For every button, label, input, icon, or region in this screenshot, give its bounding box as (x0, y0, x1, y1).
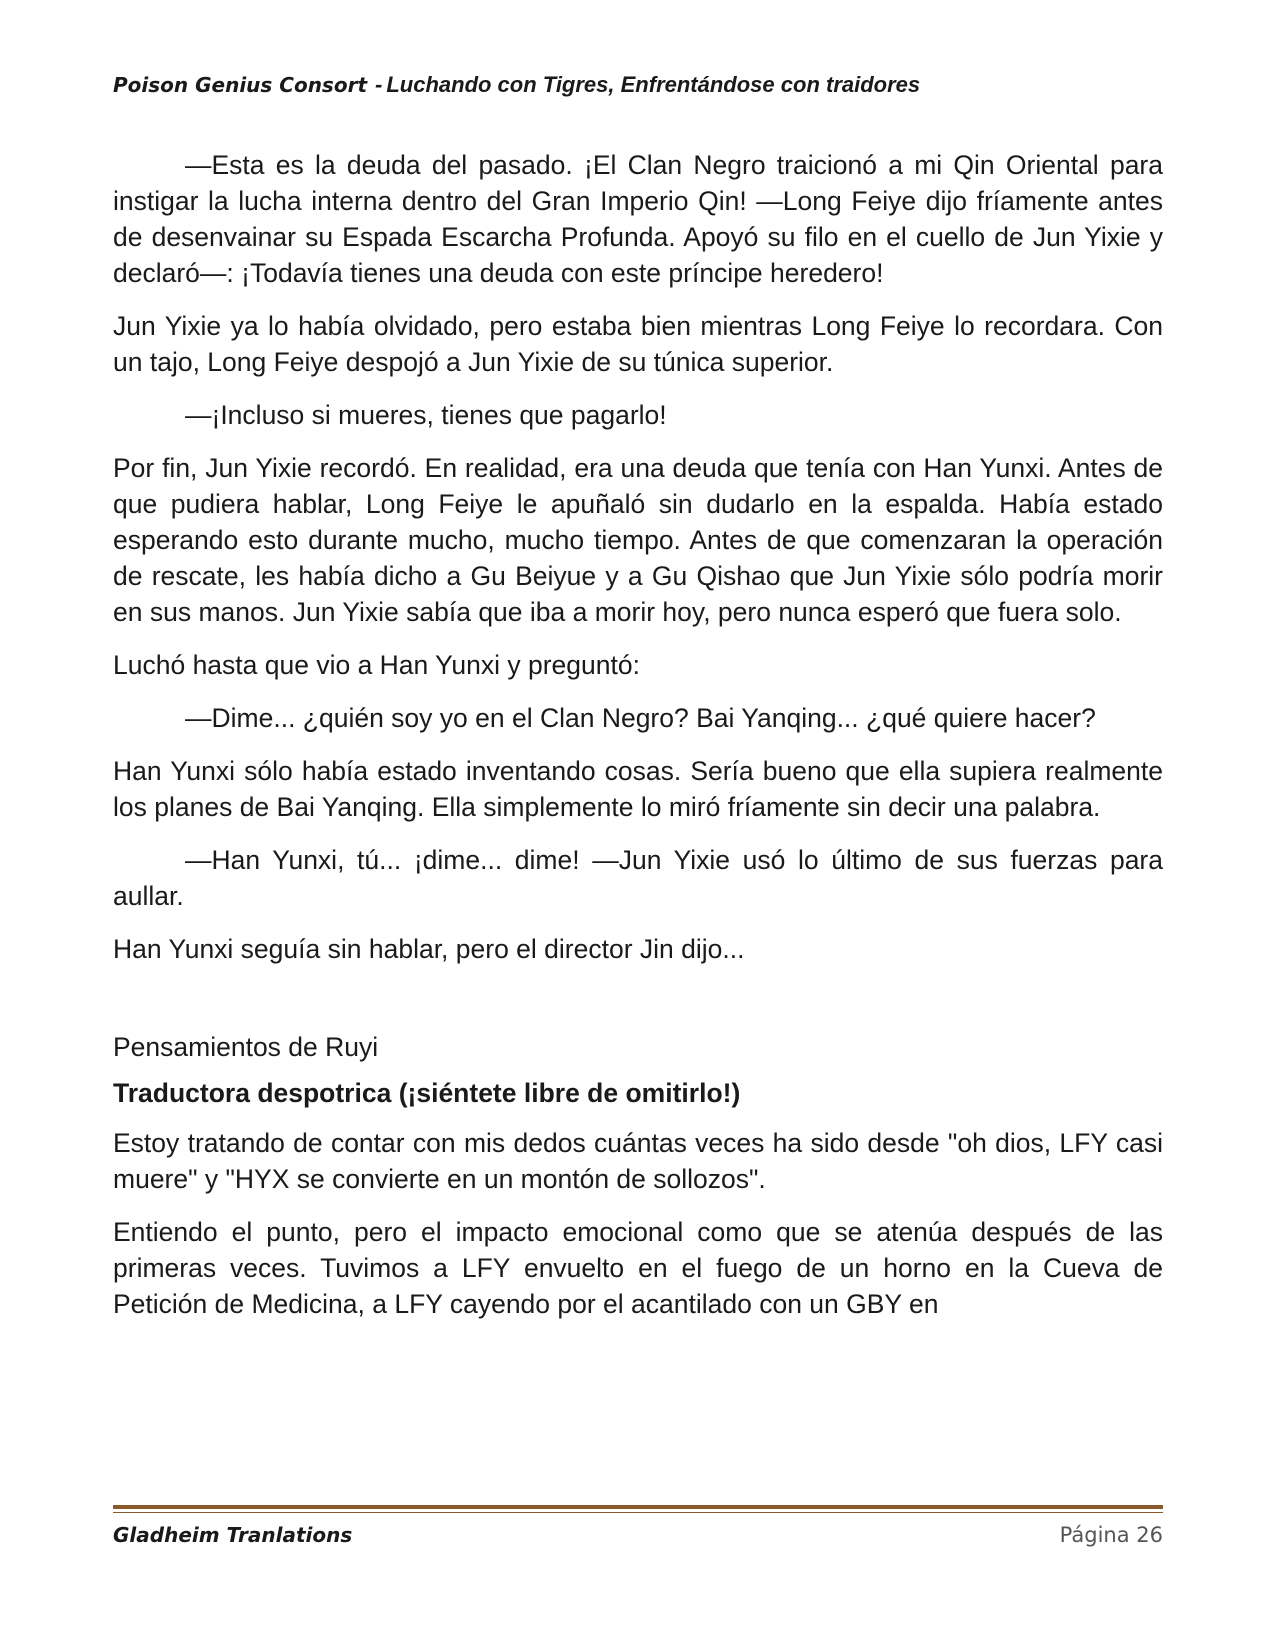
footer-rule-thin (113, 1512, 1163, 1513)
paragraph: —Dime... ¿quién soy yo en el Clan Negro? Bai Yanqing... ¿qué quiere hacer? (185, 703, 1096, 733)
paragraph: Jun Yixie ya lo había olvidado, pero estaba bien mientras Long Feiye lo recordara. Con un tajo, Long Feiye despojó a Jun Yixie de su túnica superior. (113, 311, 1163, 377)
paragraph: —¡Incluso si mueres, tienes que pagarlo! (185, 400, 667, 430)
notes-label: Pensamientos de Ruyi (113, 1032, 379, 1062)
header-separator: - (375, 72, 383, 97)
notes-paragraph: Estoy tratando de contar con mis dedos cuántas veces ha sido desde "oh dios, LFY casi muere" y "HYX se convierte en un montón de sollozos". (113, 1128, 1163, 1194)
paragraph: Luchó hasta que vio a Han Yunxi y preguntó: (113, 650, 640, 680)
paragraph: —Han Yunxi, tú... ¡dime... dime! —Jun Yixie usó lo último de sus fuerzas para aullar. (113, 845, 1163, 911)
page-body (113, 147, 1163, 1332)
paragraph: Han Yunxi sólo había estado inventando cosas. Sería bueno que ella supiera realmente los planes de Bai Yanqing. Ella simplemente lo miró fríamente sin decir una palabra. (113, 756, 1163, 822)
footer-rule-thick (113, 1505, 1163, 1509)
chapter-title: Luchando con Tigres, Enfrentándose con traidores (386, 72, 921, 97)
paragraph: Han Yunxi seguía sin hablar, pero el director Jin dijo... (113, 934, 745, 964)
publisher-name: Gladheim Tranlations (113, 1523, 353, 1547)
notes-heading: Traductora despotrica (¡siéntete libre de omitirlo!) (113, 1078, 741, 1108)
paragraph: —Esta es la deuda del pasado. ¡El Clan Negro traicionó a mi Qin Oriental para instigar la lucha interna dentro del Gran Imperio Qin! —Long Feiye dijo fríamente antes de desenvainar su Espada Escarcha Profunda. Apoyó su filo en el cuello de Jun Yixie y declaró—: ¡Todavía tienes una deuda con este príncipe heredero! (113, 150, 1163, 288)
page-header (113, 72, 1163, 98)
notes-paragraph: Entiendo el punto, pero el impacto emocional como que se atenúa después de las primeras veces. Tuvimos a LFY envuelto en el fuego de un horno en la Cueva de Petición de Medicina, a LFY cayendo por el acantilado con un GBY en (113, 1217, 1163, 1319)
page-number: Página 26 (1059, 1523, 1163, 1547)
paragraph: Por fin, Jun Yixie recordó. En realidad, era una deuda que tenía con Han Yunxi. Antes de que pudiera hablar, Long Feiye le apuñaló sin dudarlo en la espalda. Había estado esperando esto durante mucho, mucho tiempo. Antes de que comenzaran la operación de rescate, les había dicho a Gu Beiyue y a Gu Qishao que Jun Yixie sólo podría morir en sus manos. Jun Yixie sabía que iba a morir hoy, pero nunca esperó que fuera solo. (113, 453, 1163, 627)
series-title: Poison Genius Consort (113, 73, 368, 97)
